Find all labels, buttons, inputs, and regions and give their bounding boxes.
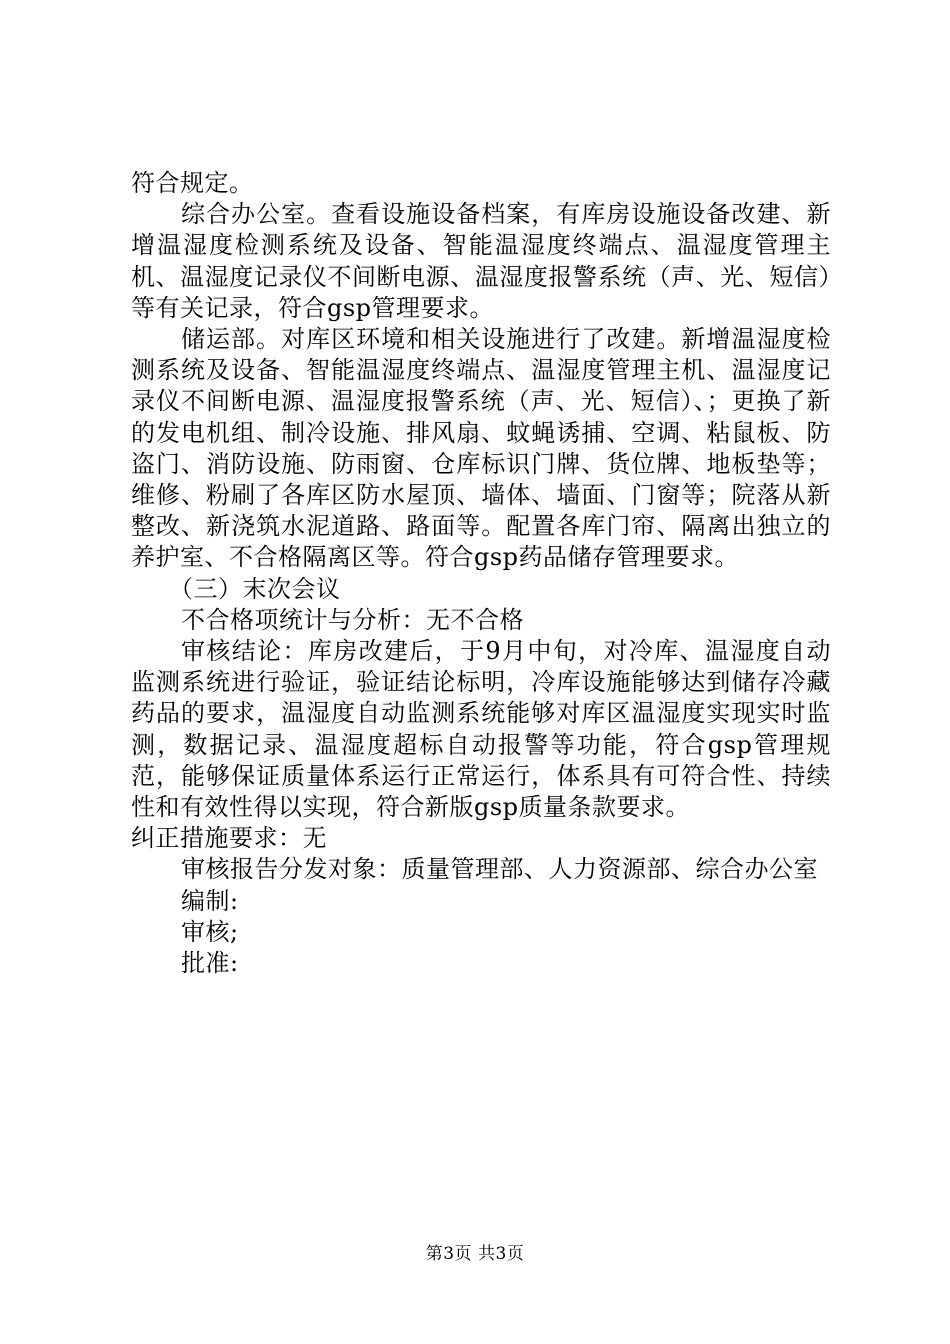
paragraph-continuation: 符合规定。	[131, 169, 254, 197]
paragraph-audit-conclusion: 审核结论：库房改建后，于9月中旬，对冷库、温湿度自动监测系统进行验证，验证结论标明，冷库设施能够达到储存冷藏药品的要求，温湿度自动监测系统能够对库区温湿度实现实时监测，数据记录、温湿度超标自动报警等功能，符合gsp管理规范，能够保证质量体系运行正常运行，体系具有可符合性、持续性和有效性得以实现，符合新版gsp质量条款要求。	[131, 637, 831, 822]
sign-reviewed-by: 审核;	[181, 917, 239, 946]
paragraph-distribution: 审核报告分发对象：质量管理部、人力资源部、综合办公室	[181, 855, 818, 884]
sign-compiled-by: 编制:	[181, 886, 239, 915]
paragraph-general-office: 综合办公室。查看设施设备档案，有库房设施设备改建、新增温湿度检测系统及设备、智能温湿度终端点、温湿度管理主机、温湿度记录仪不间断电源、温湿度报警系统（声、光、短信）等有关记录，符合gsp管理要求。	[131, 200, 831, 322]
section-heading-final-meeting: （三）末次会议	[169, 574, 341, 603]
paragraph-corrective-actions: 纠正措施要求：无	[131, 824, 327, 853]
paragraph-nonconformity-stats: 不合格项统计与分析：无不合格	[181, 605, 524, 634]
paragraph-storage-transport: 储运部。对库区环境和相关设施进行了改建。新增温湿度检测系统及设备、智能温湿度终端点、温湿度管理主机、温湿度记录仪不间断电源、温湿度报警系统（声、光、短信）、；更换了新的发电机组、制冷设施、排风扇、蚊蝇诱捕、空调、粘鼠板、防盗门、消防设施、防雨窗、仓库标识门牌、货位牌、地板垫等；维修、粉刷了各库区防水屋顶、墙体、墙面、门窗等；院落从新整改、新浇筑水泥道路、路面等。配置各库门帘、隔离出独立的养护室、不合格隔离区等。符合gsp药品储存管理要求。	[131, 325, 831, 572]
document-body	[131, 168, 831, 979]
page-footer: 第3页 共3页	[425, 1244, 525, 1264]
sign-approved-by: 批准:	[181, 949, 239, 978]
